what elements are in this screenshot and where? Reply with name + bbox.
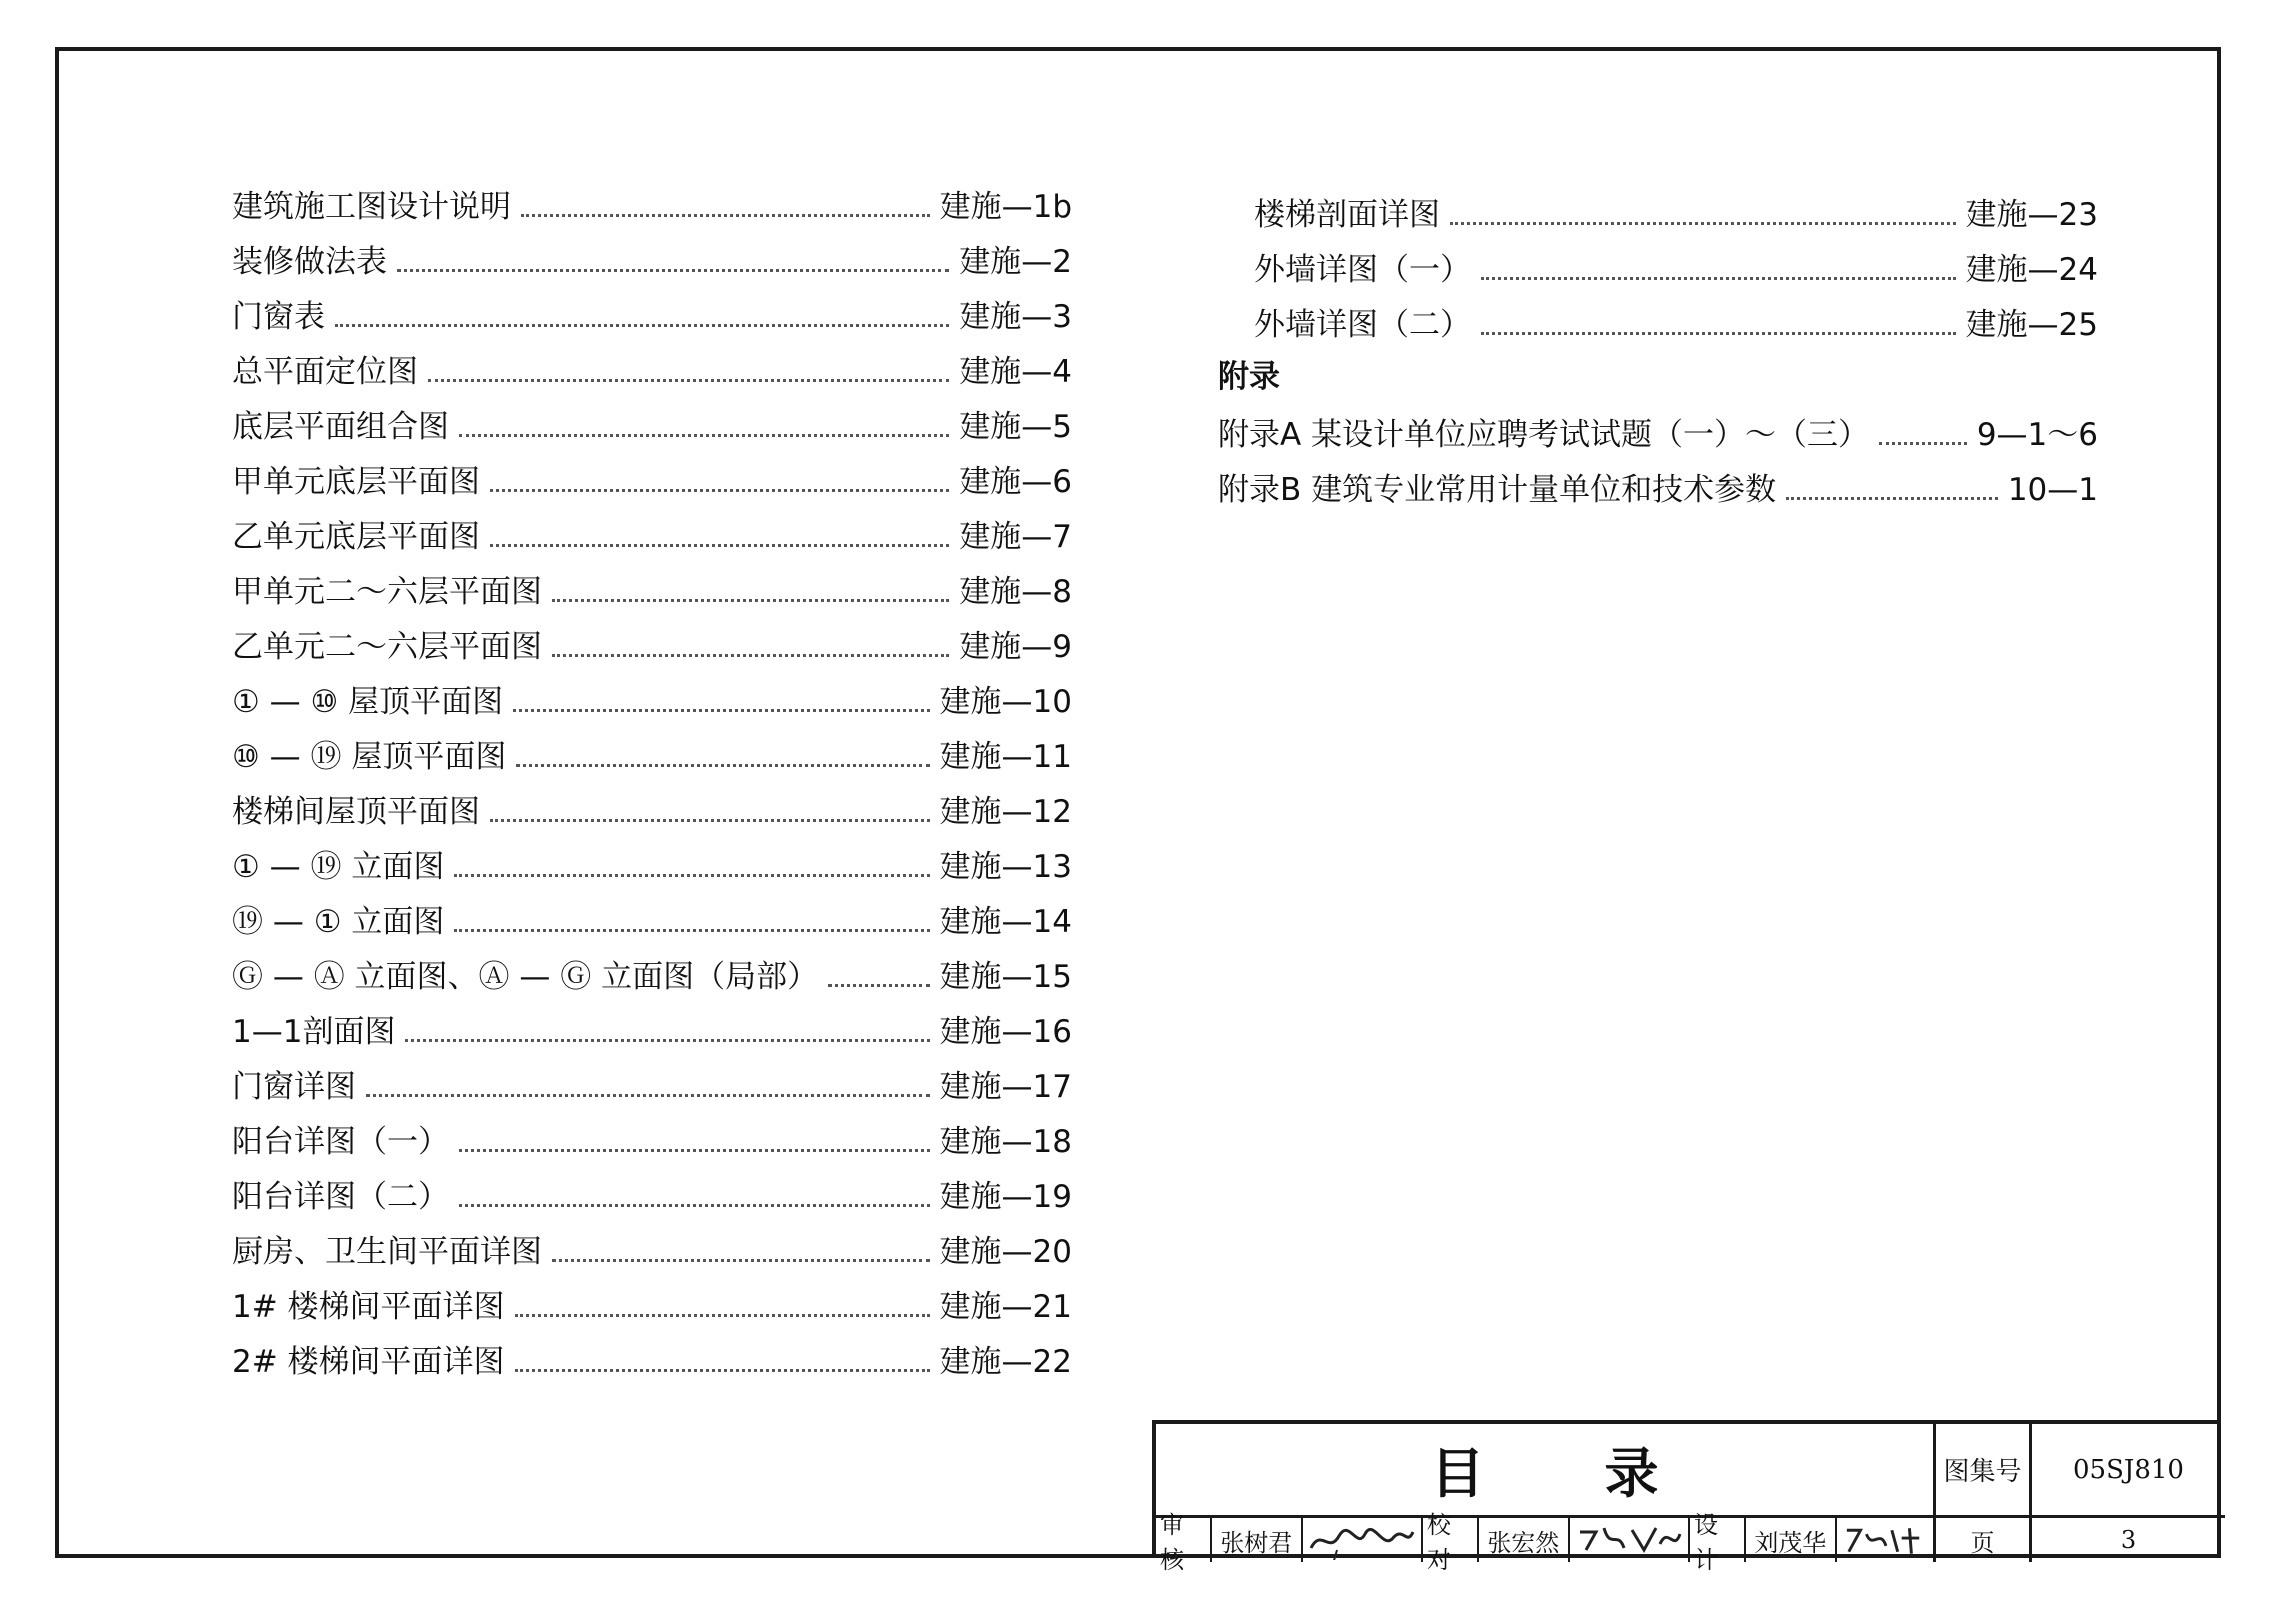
toc-leader-dots	[515, 1369, 930, 1372]
toc-entry-page: 建施—8	[959, 574, 1072, 610]
toc-leader-dots	[454, 874, 929, 877]
toc-entry-page: 建施—12	[939, 794, 1072, 830]
design-label: 设计	[1690, 1518, 1746, 1562]
toc-entry-title: 乙单元二～六层平面图	[232, 629, 542, 665]
page-label: 页	[1936, 1518, 2032, 1562]
toc-entry-page: 建施—14	[939, 904, 1072, 940]
checker-name: 张宏然	[1479, 1518, 1570, 1562]
toc-entry-page: 10—1	[2007, 472, 2098, 508]
toc-entry-page: 建施—19	[939, 1179, 1072, 1215]
toc-entry-title: 附录B 建筑专业常用计量单位和技术参数	[1218, 472, 1777, 508]
toc-leader-dots	[490, 489, 949, 492]
toc-leader-dots	[490, 544, 949, 547]
toc-entry-title: 附录A 某设计单位应聘考试试题（一）～（三）	[1218, 417, 1870, 453]
toc-entry-page: 建施—1b	[939, 189, 1072, 225]
atlas-number: 05SJ810	[2032, 1424, 2225, 1518]
toc-entry-title: 外墙详图（二）	[1254, 307, 1471, 343]
toc-entry	[1218, 451, 2098, 506]
toc-entry-title: 楼梯剖面详图	[1254, 197, 1440, 233]
toc-leader-dots	[552, 654, 949, 657]
toc-entry-page: 建施—25	[1965, 307, 2098, 343]
toc-entry-title: ⑲ — ① 立面图	[232, 904, 445, 940]
toc-leader-dots	[1481, 332, 1956, 335]
toc-leader-dots	[1879, 442, 1967, 445]
toc-left-column	[232, 168, 1072, 1378]
toc-entry-title: ① — ⑩ 屋顶平面图	[232, 684, 504, 720]
toc-leader-dots	[552, 1259, 930, 1262]
toc-leader-dots	[459, 434, 949, 437]
toc-entry-title: 楼梯间屋顶平面图	[232, 794, 480, 830]
toc-entry	[232, 1323, 1072, 1378]
toc-leader-dots	[366, 1094, 930, 1097]
toc-entry-title: 乙单元底层平面图	[232, 519, 480, 555]
toc-entry	[232, 663, 1072, 718]
toc-leader-dots	[405, 1039, 929, 1042]
toc-entry	[232, 1268, 1072, 1323]
toc-entry-title: 门窗表	[232, 299, 325, 335]
toc-entry	[1218, 286, 2098, 341]
checker-signature	[1570, 1518, 1690, 1562]
toc-entry-title: 厨房、卫生间平面详图	[232, 1234, 542, 1270]
toc-entry	[232, 1048, 1072, 1103]
toc-entry	[232, 278, 1072, 333]
toc-entry-page: 建施—22	[939, 1344, 1072, 1380]
toc-entry-page: 建施—17	[939, 1069, 1072, 1105]
reviewer-name: 张树君	[1212, 1518, 1303, 1562]
page-number: 3	[2120, 1526, 2137, 1554]
toc-entry	[232, 828, 1072, 883]
toc-entry	[232, 388, 1072, 443]
toc-leader-dots	[490, 819, 930, 822]
toc-entry	[232, 333, 1072, 388]
toc-entry-title: 1—1剖面图	[232, 1014, 396, 1050]
check-label: 校对	[1423, 1518, 1479, 1562]
toc-entry	[1218, 396, 2098, 451]
toc-entry-page: 建施—13	[939, 849, 1072, 885]
toc-leader-dots	[454, 929, 929, 932]
toc-entry-title: 阳台详图（一）	[232, 1124, 449, 1160]
toc-entry-title: 外墙详图（一）	[1254, 252, 1471, 288]
toc-entry	[232, 608, 1072, 663]
toc-entry-page: 建施—23	[1965, 197, 2098, 233]
toc-entry-title: 门窗详图	[232, 1069, 356, 1105]
toc-leader-dots	[516, 764, 929, 767]
toc-entry-title: 总平面定位图	[232, 354, 418, 390]
toc-entry	[232, 993, 1072, 1048]
toc-leader-dots	[552, 599, 949, 602]
toc-entry-page: 建施—15	[939, 959, 1072, 995]
toc-entry-title: 阳台详图（二）	[232, 1179, 449, 1215]
toc-entry-title: 建筑施工图设计说明	[232, 189, 511, 225]
appendix-heading: 附录	[1218, 359, 1280, 395]
toc-leader-dots	[1481, 277, 1956, 280]
toc-entry-page: 建施—4	[959, 354, 1072, 390]
toc-entry-page: 建施—5	[959, 409, 1072, 445]
toc-leader-dots	[828, 984, 929, 987]
toc-leader-dots	[459, 1204, 930, 1207]
toc-entry-page: 建施—3	[959, 299, 1072, 335]
toc-entry-page: 建施—20	[939, 1234, 1072, 1270]
toc-entry	[232, 168, 1072, 223]
toc-entry-page: 建施—9	[959, 629, 1072, 665]
toc-leader-dots	[397, 269, 949, 272]
signature-row	[1156, 1511, 1936, 1574]
toc-entry-page: 9—1～6	[1976, 417, 2098, 453]
toc-entry	[232, 443, 1072, 498]
toc-entry-page: 建施—11	[939, 739, 1072, 775]
toc-entry	[232, 553, 1072, 608]
toc-leader-dots	[428, 379, 949, 382]
toc-entry-title: 甲单元二～六层平面图	[232, 574, 542, 610]
toc-entry-title: ① — ⑲ 立面图	[232, 849, 445, 885]
toc-entry-page: 建施—10	[939, 684, 1072, 720]
toc-entry-page: 建施—2	[959, 244, 1072, 280]
toc-entry-title: 甲单元底层平面图	[232, 464, 480, 500]
toc-leader-dots	[1450, 222, 1956, 225]
toc-entry-page: 建施—6	[959, 464, 1072, 500]
toc-leader-dots	[513, 709, 929, 712]
reviewer-signature	[1303, 1518, 1423, 1562]
toc-entry-title: ⑩ — ⑲ 屋顶平面图	[232, 739, 507, 775]
toc-entry-title: Ⓖ — Ⓐ 立面图、Ⓐ — Ⓖ 立面图（局部）	[232, 959, 819, 995]
sheet-title: 目录	[1156, 1424, 1936, 1518]
review-label: 审核	[1156, 1518, 1212, 1562]
toc-entry-title: 1# 楼梯间平面详图	[232, 1289, 505, 1325]
toc-entry-page: 建施—16	[939, 1014, 1072, 1050]
toc-entry-title: 底层平面组合图	[232, 409, 449, 445]
toc-entry-page: 建施—18	[939, 1124, 1072, 1160]
toc-leader-dots	[459, 1149, 930, 1152]
toc-entry	[232, 1158, 1072, 1213]
toc-entry-page: 建施—21	[939, 1289, 1072, 1325]
toc-entry-title: 装修做法表	[232, 244, 387, 280]
toc-entry	[232, 1103, 1072, 1158]
toc-entry	[232, 498, 1072, 553]
toc-entry-title: 2# 楼梯间平面详图	[232, 1344, 505, 1380]
toc-leader-dots	[521, 214, 930, 217]
designer-name: 刘茂华	[1746, 1518, 1837, 1562]
toc-entry	[1218, 176, 2098, 231]
toc-leader-dots	[515, 1314, 930, 1317]
toc-entry	[232, 773, 1072, 828]
toc-entry	[232, 938, 1072, 993]
toc-entry	[232, 1213, 1072, 1268]
toc-entry	[1218, 231, 2098, 286]
toc-entry	[232, 223, 1072, 278]
atlas-number-label: 图集号	[1936, 1424, 2032, 1518]
toc-entry-page: 建施—7	[959, 519, 1072, 555]
toc-entry	[232, 883, 1072, 938]
toc-right-column	[1218, 176, 2098, 506]
title-block	[1152, 1420, 2221, 1574]
designer-signature	[1837, 1518, 1933, 1562]
toc-entry-page: 建施—24	[1965, 252, 2098, 288]
toc-leader-dots	[335, 324, 949, 327]
toc-entry	[232, 718, 1072, 773]
toc-leader-dots	[1786, 497, 1998, 500]
